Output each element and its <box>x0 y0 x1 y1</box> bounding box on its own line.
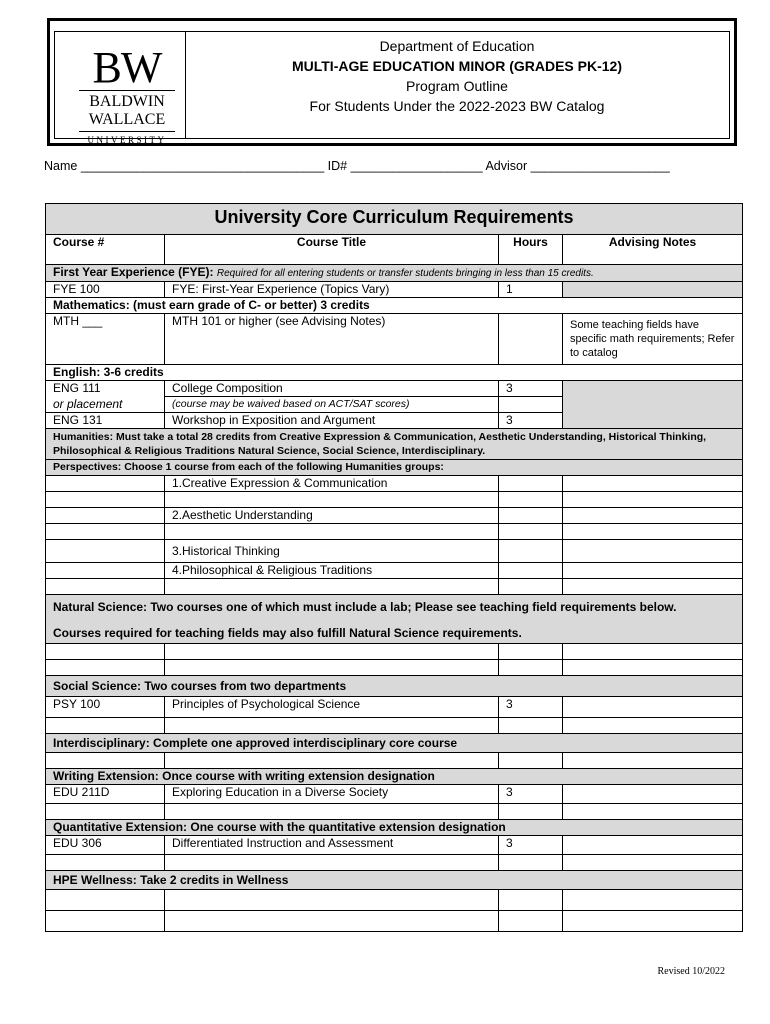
logo-line3: UNIVERSITY <box>87 135 167 145</box>
writing-title: Exploring Education in a Diverse Society <box>165 785 499 804</box>
social-science-heading: Social Science: Two courses from two departments <box>46 676 743 697</box>
placement-note: (course may be waived based on ACT/SAT scores) <box>165 397 499 413</box>
eng111-hours: 3 <box>499 381 563 397</box>
col-course-title: Course Title <box>165 235 499 265</box>
writing-hours: 3 <box>499 785 563 804</box>
id-label: ID# <box>327 159 348 173</box>
writing-course: EDU 211D <box>46 785 165 804</box>
student-info-line <box>44 159 670 173</box>
core-curriculum-table <box>45 203 743 932</box>
department-name: Department of Education <box>379 38 535 54</box>
advisor-field[interactable]: ____________________ <box>530 159 670 173</box>
perspectives-heading: Perspectives: Choose 1 course from each of the following Humanities groups: <box>46 460 743 476</box>
eng131-hours: 3 <box>499 413 563 429</box>
fye-heading: First Year Experience (FYE): <box>53 265 214 279</box>
interdisciplinary-heading: Interdisciplinary: Complete one approved interdisciplinary core course <box>46 734 743 753</box>
eng131-course: ENG 131 <box>46 413 165 429</box>
natural-science-block <box>46 595 743 644</box>
name-label: Name <box>44 159 78 173</box>
revised-date: Revised 10/2022 <box>657 966 725 977</box>
advisor-label: Advisor <box>485 159 528 173</box>
writing-extension-heading: Writing Extension: Once course with writing extension designation <box>46 769 743 785</box>
eng111-course: ENG 111 <box>46 381 165 397</box>
fye-note: Required for all entering students or transfer students bringing in less than 15 credits. <box>216 268 594 279</box>
header-text <box>185 36 729 116</box>
social-science-hours: 3 <box>499 697 563 718</box>
social-science-title: Principles of Psychological Science <box>165 697 499 718</box>
id-field[interactable]: ___________________ <box>350 159 486 173</box>
humanities-heading: Humanities: Must take a total 28 credits from Creative Expression & Communication, Aesthetic Understanding, Historical Thinking, Philosophical & Religious Traditions Natural Science, Social Science, Interdisciplinary. <box>46 429 743 460</box>
hpe-heading: HPE Wellness: Take 2 credits in Wellness <box>46 871 743 890</box>
eng131-title: Workshop in Exposition and Argument <box>165 413 499 429</box>
natural-science-subheading: Courses required for teaching fields may also fulfill Natural Science requirements. <box>53 626 522 640</box>
fye-hours: 1 <box>499 282 563 298</box>
quantitative-course: EDU 306 <box>46 836 165 855</box>
humanities-group-2: 2.Aesthetic Understanding <box>165 508 499 524</box>
english-heading: English: 3-6 credits <box>46 365 743 381</box>
quantitative-title: Differentiated Instruction and Assessment <box>165 836 499 855</box>
math-hours[interactable] <box>499 314 563 365</box>
math-course: MTH ___ <box>46 314 165 365</box>
fye-course: FYE 100 <box>46 282 165 298</box>
program-outline: Program Outline <box>406 78 508 94</box>
logo-line2: WALLACE <box>88 111 166 128</box>
math-advising-note: Some teaching fields have specific math requirements; Refer to catalog <box>563 314 743 365</box>
placement-label: or placement <box>46 397 165 413</box>
program-title: MULTI-AGE EDUCATION MINOR (GRADES PK-12) <box>291 58 623 74</box>
header-inner <box>54 31 730 145</box>
fye-heading-row <box>46 265 743 282</box>
humanities-group-1: 1.Creative Expression & Communication <box>165 476 499 492</box>
humanities-group-4: 4.Philosophical & Religious Traditions <box>165 563 499 579</box>
quantitative-hours: 3 <box>499 836 563 855</box>
name-field[interactable]: ___________________________________ <box>80 159 328 173</box>
header-box <box>47 18 737 146</box>
social-science-course: PSY 100 <box>46 697 165 718</box>
catalog-year: For Students Under the 2022-2023 BW Catalog <box>309 98 605 114</box>
math-title: MTH 101 or higher (see Advising Notes) <box>165 314 499 365</box>
logo-line1: BALDWIN <box>89 93 165 110</box>
fye-title: FYE: First-Year Experience (Topics Vary) <box>165 282 499 298</box>
table-title: University Core Curriculum Requirements <box>46 204 743 235</box>
logo-mark: BW <box>92 43 162 92</box>
natural-science-heading: Natural Science: Two courses one of which must include a lab; Please see teaching field requirements below. <box>53 600 677 614</box>
col-hours: Hours <box>499 235 563 265</box>
quantitative-extension-heading: Quantitative Extension: One course with the quantitative extension designation <box>46 820 743 836</box>
bw-logo <box>77 43 177 145</box>
col-advising-notes: Advising Notes <box>563 235 743 265</box>
math-heading: Mathematics: (must earn grade of C- or better) 3 credits <box>46 298 743 314</box>
col-course-number: Course # <box>46 235 165 265</box>
humanities-group-3: 3.Historical Thinking <box>165 540 499 563</box>
eng111-title: College Composition <box>165 381 499 397</box>
